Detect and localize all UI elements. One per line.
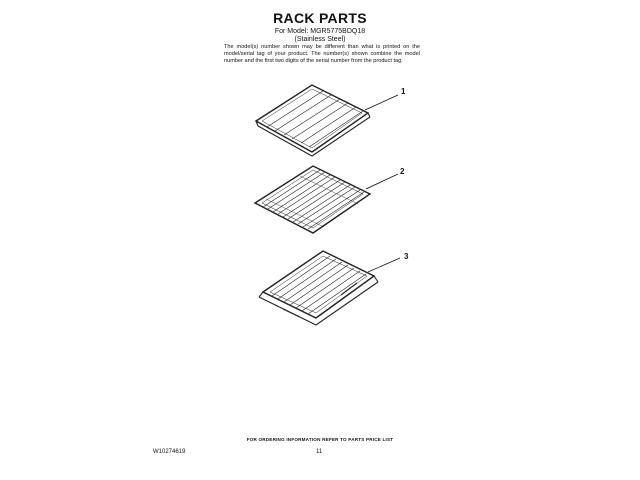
callout-3-leader	[368, 258, 400, 272]
finish-description: (Stainless Steel)	[294, 36, 346, 43]
callout-2-label: 2	[400, 167, 405, 176]
rack-3-inner-frame	[270, 256, 367, 313]
rack-1-frame	[256, 85, 368, 152]
callout-1-leader	[365, 95, 398, 110]
rack-3	[259, 251, 400, 325]
page-number: 11	[316, 449, 323, 455]
page-title: RACK PARTS	[273, 10, 367, 26]
rack-3-frame	[263, 251, 374, 318]
document-part-number: W10274619	[153, 449, 186, 455]
callout-1-label: 1	[401, 87, 406, 96]
callout-3-label: 3	[404, 252, 409, 261]
rack-1	[256, 85, 398, 156]
model-number: For Model: MGR5775BDQ18	[274, 28, 366, 35]
ordering-note: FOR ORDERING INFORMATION REFER TO PARTS PRICE LIST	[246, 437, 394, 442]
callout-2-leader	[366, 174, 398, 189]
model-disclaimer: The model(s) number shown may be different than what is printed on the model/serial tag of your product. The number(s) shown combine the model number and the first two digits of the serial number from the product tag.	[224, 44, 420, 64]
rack-2	[255, 166, 398, 233]
